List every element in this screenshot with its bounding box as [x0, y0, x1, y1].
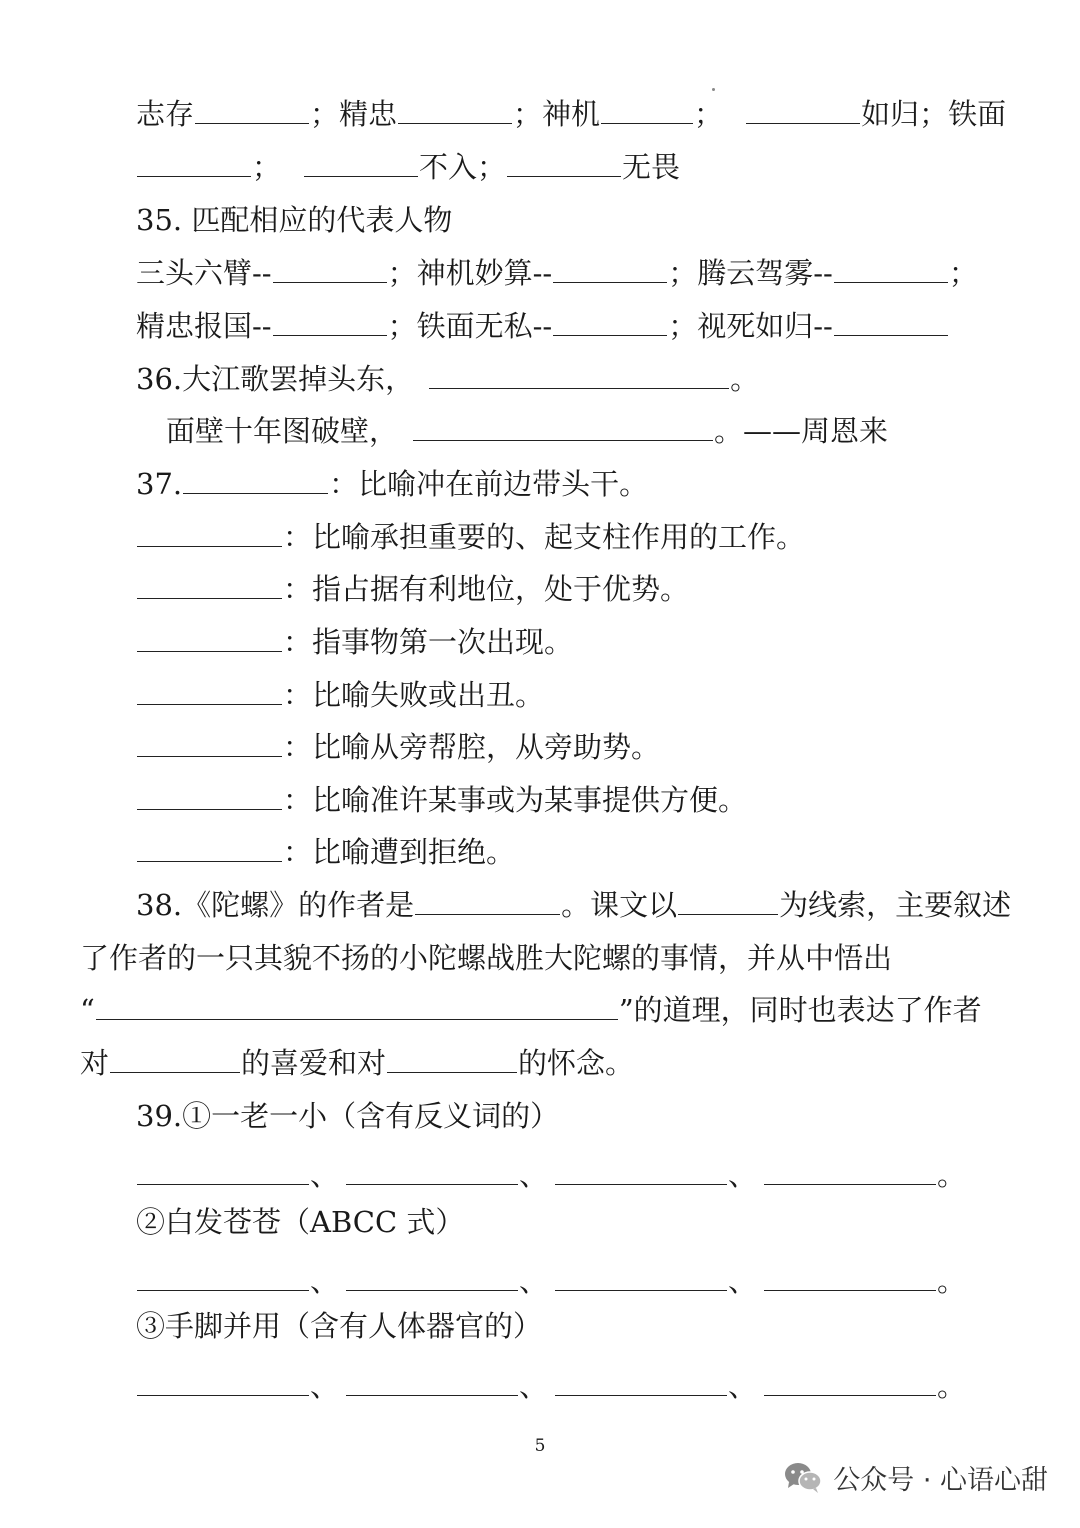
blank[interactable] — [273, 254, 387, 283]
blank[interactable] — [137, 1262, 309, 1291]
q37-line-6: ：比喻从旁帮腔，从旁助势。 — [136, 727, 1080, 767]
text: 志存 — [136, 97, 195, 131]
blank[interactable] — [137, 728, 282, 757]
blank[interactable] — [195, 95, 309, 124]
blank[interactable] — [834, 307, 948, 336]
blank[interactable] — [346, 1262, 518, 1291]
q39-answers-3: 、 、 、 。 — [136, 1366, 1080, 1406]
q37-line-3: ：指占据有利地位，处于优势。 — [136, 569, 1080, 609]
footer-watermark — [783, 1458, 1048, 1497]
blank[interactable] — [137, 148, 251, 177]
q35-line-2: 精忠报国-- ；铁面无私-- ；视死如归-- — [136, 306, 1080, 346]
text: 不入； — [419, 150, 507, 184]
blank[interactable] — [137, 623, 282, 652]
text: ；精忠 — [310, 97, 398, 131]
q35-line-1: 三头六臂-- ；神机妙算-- ；腾云驾雾-- ； — [136, 256, 978, 290]
blank[interactable] — [387, 1044, 517, 1073]
blank[interactable] — [137, 781, 282, 810]
q39-answers-2: 、 、 、 。 — [136, 1261, 1080, 1301]
q37-line-5: ：比喻失败或出丑。 — [136, 675, 1080, 715]
q39-part-2: ②白发苍苍（ABCC 式） — [136, 1205, 465, 1239]
blank[interactable] — [555, 1367, 727, 1396]
q34-line-1 — [136, 94, 1080, 134]
blank[interactable] — [137, 570, 282, 599]
blank[interactable] — [507, 148, 621, 177]
blank[interactable] — [678, 886, 778, 915]
q37-line-7: ：比喻准许某事或为某事提供方便。 — [136, 780, 1080, 820]
q37-line-8: ：比喻遭到拒绝。 — [136, 832, 1080, 872]
q39-part-1: 39.①一老一小（含有反义词的） — [136, 1099, 560, 1133]
q36-line-2: 面壁十年图破壁， 。——周恩来 — [166, 414, 889, 448]
blank[interactable] — [415, 886, 560, 915]
q37-line-4: ：指事物第一次出现。 — [136, 622, 1080, 662]
q37-line-2: ：比喻承担重要的、起支柱作用的工作。 — [136, 517, 1080, 557]
blank[interactable] — [137, 518, 282, 547]
blank[interactable] — [137, 1367, 309, 1396]
blank[interactable] — [553, 254, 667, 283]
q36-line-1: 36.大江歌罢掉头东， 。 — [136, 362, 760, 396]
blank[interactable] — [601, 95, 693, 124]
blank[interactable] — [764, 1262, 936, 1291]
q38-line-3: “ ”的道理，同时也表达了作者 — [80, 993, 982, 1027]
wechat-icon — [783, 1461, 823, 1495]
page-number: 5 — [534, 1436, 546, 1456]
blank[interactable] — [273, 307, 387, 336]
blank[interactable] — [834, 254, 948, 283]
q38-line-1: 38.《陀螺》的作者是 。课文以 为线索，主要叙述 — [136, 888, 1012, 922]
q39-part-3: ③手脚并用（含有人体器官的） — [136, 1309, 543, 1343]
blank[interactable] — [346, 1367, 518, 1396]
blank[interactable] — [398, 95, 512, 124]
blank[interactable] — [764, 1156, 936, 1185]
blank[interactable] — [137, 833, 282, 862]
scan-speck — [712, 88, 715, 91]
blank[interactable] — [346, 1156, 518, 1185]
blank[interactable] — [304, 148, 418, 177]
blank[interactable] — [553, 307, 667, 336]
blank[interactable] — [110, 1044, 240, 1073]
blank[interactable] — [137, 676, 282, 705]
text: ； — [252, 150, 282, 184]
blank[interactable] — [555, 1262, 727, 1291]
blank[interactable] — [555, 1156, 727, 1185]
q34-line-2 — [136, 147, 1080, 187]
blank[interactable] — [746, 95, 860, 124]
text: 如归；铁面 — [861, 97, 1007, 131]
text: 无畏 — [622, 150, 681, 184]
blank[interactable] — [96, 991, 618, 1020]
text: ； — [694, 97, 724, 131]
text: ；神机 — [513, 97, 601, 131]
blank[interactable] — [429, 360, 729, 389]
q38-line-2: 了作者的一只其貌不扬的小陀螺战胜大陀螺的事情，并从中悟出 — [80, 941, 893, 975]
blank[interactable] — [183, 465, 328, 494]
footer-text: 公众号 · 心语心甜 — [833, 1465, 1048, 1496]
q38-line-4: 对 的喜爱和对 的怀念。 — [80, 1046, 635, 1080]
blank[interactable] — [764, 1367, 936, 1396]
blank[interactable] — [137, 1156, 309, 1185]
q39-answers-1: 、 、 、 。 — [136, 1155, 1080, 1195]
blank[interactable] — [413, 412, 713, 441]
q35-title: 35. 匹配相应的代表人物 — [136, 203, 453, 237]
q37-line-1: 37. ：比喻冲在前边带头干。 — [136, 467, 649, 501]
